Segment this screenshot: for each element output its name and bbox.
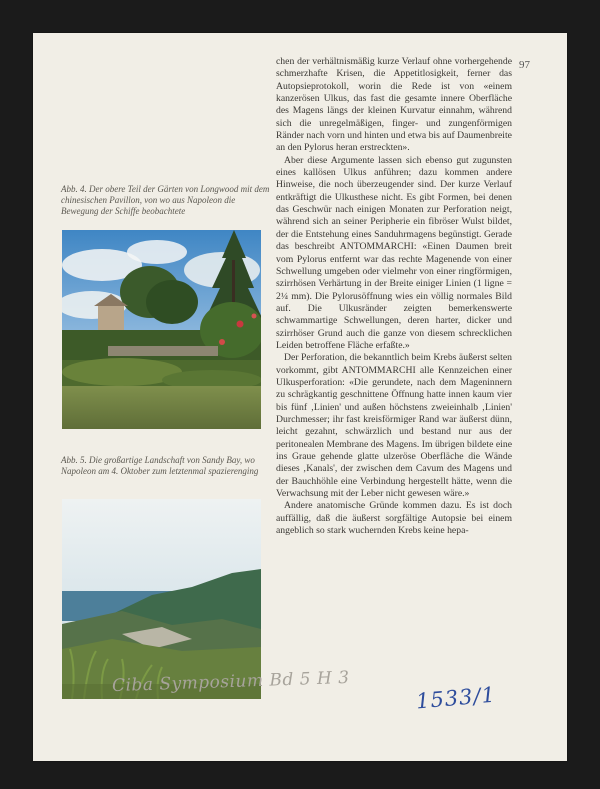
figure-4-caption: Abb. 4. Der obere Teil der Gärten von Longwood mit dem chinesischen Pavillon, von wo aus Napoleon die Bewegung der Schiffe beobachtete <box>61 184 270 216</box>
body-paragraph: Aber diese Argumente lassen sich ebenso gut zugunsten eines kallösen Ulkus anführen; dazu kommen andere Hinweise, die noch überzeugender sind. Der kurze Verlauf entkräftigt die Ulkusthese nicht. Es gibt Formen, bei denen das Geschwür nach einigen Monaten zur Perforation neigt, während sich an seiner Peripherie ein fibröser Wulst bildet, der die Entstehung eines Sanduhrmagens begünstigt. Gerade das beschreibt ANTOMMARCHI: «Einen Daumen breit vom Pylorus entfernt war das rechte Magenende von einer Schwellung umgeben oder vielmehr von einer ringförmigen, szirrhösen Verhärtung in der Breite einiger Linien (1 ligne = 2¼ mm). Die Pylorusöffnung wies ein völlig normales Bild auf. Die Ulkusränder zeigten bemerkenswerte schwammartige Schwellungen, deren harter, dicker und szirrhöser Grund auch die ganze von diesem schrecklichen Leiden betroffene Fläche erfaßte.» <box>276 154 512 351</box>
pencil-annotation: Ciba Symposium Bd 5 H 3 <box>111 667 350 697</box>
document-page <box>33 33 567 761</box>
page-number: 97 <box>519 59 530 71</box>
ink-archive-number: 1533/1 <box>415 682 497 714</box>
photo-sandy-bay <box>62 499 261 699</box>
body-paragraph: Der Perforation, die bekanntlich beim Krebs äußerst selten vorkommt, gibt ANTOMMARCHI alle Kennzeichen einer Ulkusperforation: «Die gerundete, nach dem Mageninnern zu schrägkantig geschnittene Öffnung hatte innen kaum vier bis fünf ‚Linien' und außen höchstens zweieinhalb ‚Linien' Durchmesser; ihr fast kreisförmiger Rand war äußerst dünn, leicht gezahnt, schwärzlich und bestand nur aus der peritonealen Membrane des Magens. Im übrigen bildete eine ins Graue gehende glatte ulzeröse Oberfläche die Wände dieses ‚Kanals', der zwischen dem Cavum des Magens und der Bauchhöhle eine Verbindung hergestellt hätte, wenn die Verwachsung mit der Leber nicht gewesen wäre.» <box>276 352 512 500</box>
body-paragraph: chen der verhältnismäßig kurze Verlauf ohne vorhergehende schmerzhafte Krisen, die Appetitlosigkeit, ferner das Autopsieprotokoll, worin die Rede ist von «einem kanzerösen Ulkus, das fast die gesamte innere Oberfläche des Magens längs der kleinen Kurvatur einnahm, während sich die unregelmäßigen, finger- und zungenförmigen Ränder nach vorn und hinten und etwa bis auf Daumenbreite an den Pylorus heran erstreckten». <box>276 56 512 154</box>
longwood-gardens-image <box>62 230 261 429</box>
sandy-bay-landscape-image <box>62 499 261 699</box>
body-paragraph: Andere anatomische Gründe kommen dazu. Es ist doch auffällig, daß die äußerst sorgfältige Autopsie bei einem angeblich so stark wuchernden Krebs keine hepa- <box>276 500 512 537</box>
photo-longwood-gardens <box>62 230 261 429</box>
article-body-column <box>276 56 512 537</box>
figure-5-caption: Abb. 5. Die großartige Landschaft von Sandy Bay, wo Napoleon am 4. Oktober zum letztenmal spazierenging <box>61 455 259 476</box>
